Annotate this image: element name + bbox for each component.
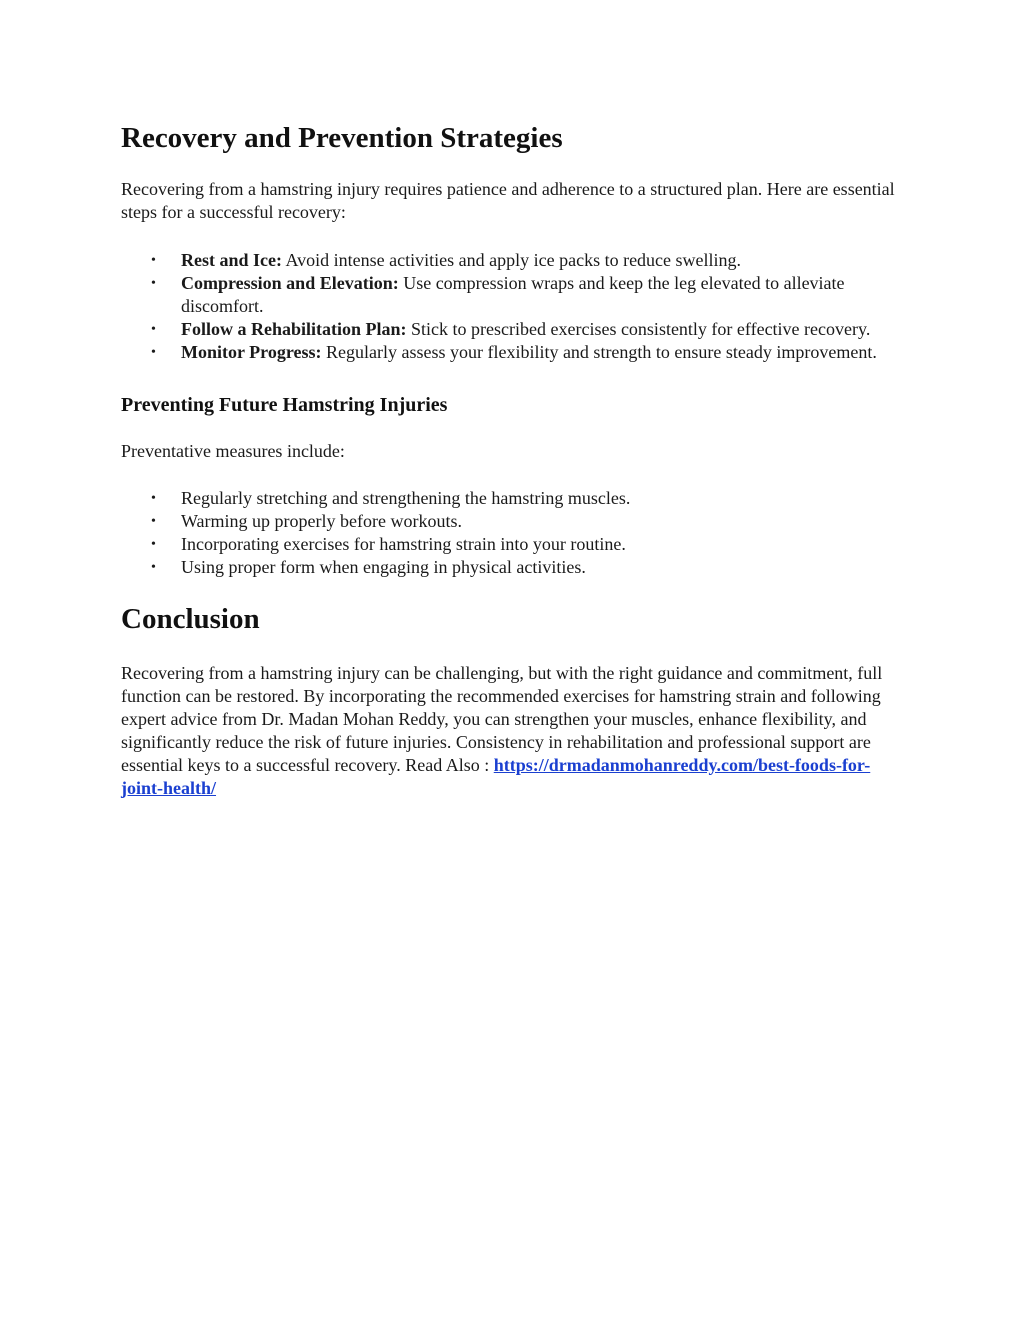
list-item — [121, 341, 911, 364]
list-item — [121, 533, 911, 556]
list-item — [121, 249, 911, 272]
document-page — [121, 118, 911, 800]
list-item — [121, 318, 911, 341]
bullet-icon: • — [151, 560, 156, 575]
list-item — [121, 487, 911, 510]
list-item — [121, 556, 911, 579]
bullet-icon: • — [151, 276, 156, 291]
list-item-text: Avoid intense activities and apply ice packs to reduce swelling. — [282, 250, 742, 270]
bullet-icon: • — [151, 514, 156, 529]
recovery-intro: Recovering from a hamstring injury requires patience and adherence to a structured plan. Here are essential steps for a successful recovery: — [121, 179, 895, 222]
list-item-text: Warming up properly before workouts. — [181, 511, 462, 531]
bullet-icon: • — [151, 322, 156, 337]
prevention-heading: Preventing Future Hamstring Injuries — [121, 394, 448, 416]
bullet-icon: • — [151, 491, 156, 506]
list-item-label: Follow a Rehabilitation Plan: — [181, 319, 407, 339]
recovery-list — [121, 249, 911, 364]
prevention-intro: Preventative measures include: — [121, 441, 345, 461]
bullet-icon: • — [151, 537, 156, 552]
bullet-icon: • — [151, 253, 156, 268]
conclusion-text: Recovering from a hamstring injury can be challenging, but with the right guidance and commitment, full function can be restored. By incorporating the recommended exercises for hamstring strain and following expert advice from Dr. Madan Mohan Reddy, you can strengthen your muscles, enhance flexibility, and significantly reduce the risk of future injuries. Consistency in rehabilitation and professional support are essential keys to a successful recovery. Read Also : — [121, 663, 883, 775]
list-item-text: Regularly assess your flexibility and strength to ensure steady improvement. — [321, 342, 877, 362]
list-item-text: Stick to prescribed exercises consistently for effective recovery. — [406, 319, 871, 339]
bullet-icon: • — [151, 345, 156, 360]
list-item-text: Using proper form when engaging in physical activities. — [181, 557, 586, 577]
list-item-label: Rest and Ice: — [181, 250, 282, 270]
read-also-link[interactable]: https://drmadanmohanreddy.com/best-foods-for-joint-health/ — [121, 755, 871, 798]
list-item — [121, 272, 911, 318]
list-item — [121, 510, 911, 533]
list-item-text: Incorporating exercises for hamstring strain into your routine. — [181, 534, 626, 554]
conclusion-paragraph — [121, 662, 911, 800]
list-item-label: Monitor Progress: — [181, 342, 322, 362]
list-item-label: Compression and Elevation: — [181, 273, 399, 293]
recovery-heading: Recovery and Prevention Strategies — [121, 122, 563, 154]
list-item-text: Use compression wraps and keep the leg elevated to alleviate discomfort. — [181, 273, 845, 316]
list-item-text: Regularly stretching and strengthening the hamstring muscles. — [181, 488, 631, 508]
conclusion-heading: Conclusion — [121, 603, 260, 635]
prevention-list — [121, 487, 911, 579]
